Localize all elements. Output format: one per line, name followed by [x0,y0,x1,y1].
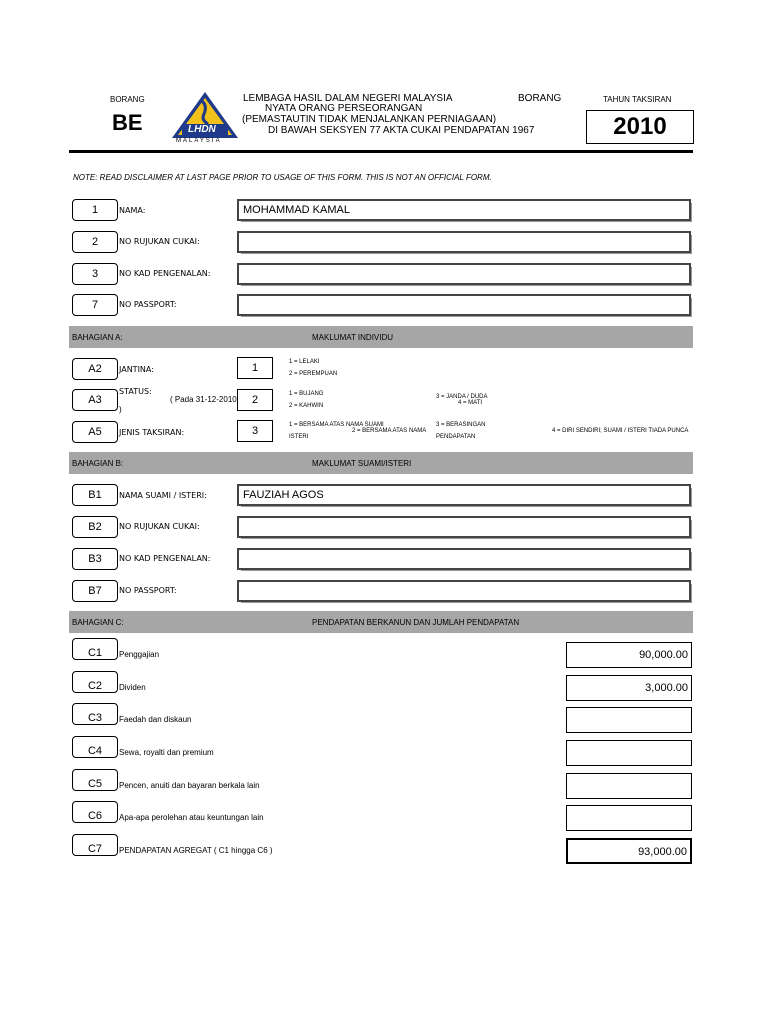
agregat-label: PENDAPATAN AGREGAT ( C1 hingga C6 ) [119,846,273,855]
spouse-passport-label: NO PASSPORT: [119,586,177,595]
nama-label: NAMA: [119,206,146,215]
code-c6: C6 [72,801,118,823]
borang-left-label: BORANG [110,95,145,104]
section-c-left: BAHAGIAN C: [72,618,124,627]
dividen-value[interactable]: 3,000.00 [566,675,692,701]
header-divider [69,150,693,153]
section-c-header [69,611,693,633]
status-field[interactable]: 2 [237,389,273,411]
section-c-title: PENDAPATAN BERKANUN DAN JUMLAH PENDAPATAN [312,618,520,627]
lhdn-logo [170,88,240,146]
sewa-value[interactable] [566,740,692,766]
nama-field[interactable]: MOHAMMAD KAMAL [237,199,691,221]
faedah-value[interactable] [566,707,692,733]
no-rujukan-field[interactable] [237,231,691,253]
perolehan-label: Apa-apa perolehan atau keuntungan lain [119,813,264,822]
no-passport-field[interactable] [237,294,691,316]
borang-right-label: BORANG [518,93,562,104]
section-a-title: MAKLUMAT INDIVIDU [312,333,394,342]
spouse-rujukan-field[interactable] [237,516,691,538]
code-b3: B3 [72,548,118,570]
title-line2: NYATA ORANG PERSEORANGAN [265,103,423,114]
taksiran-opt3b: PENDAPATAN [436,434,476,440]
section-a-header [69,326,693,348]
section-b-title: MAKLUMAT SUAMI/ISTERI [312,459,412,468]
status-pada: ( Pada 31-12-2010 [170,395,237,404]
spouse-passport-field[interactable] [237,580,691,602]
taksiran-opt1a: 1 = BERSAMA ATAS NAMA SUAMI [289,422,384,428]
jantina-opt1: 1 = LELAKI [289,359,320,365]
nama-suami-field[interactable]: FAUZIAH AGOS [237,484,691,506]
spouse-rujukan-label: NO RUJUKAN CUKAI: [119,522,200,531]
code-c4: C4 [72,736,118,758]
pencen-label: Pencen, anuiti dan bayaran berkala lain [119,781,260,790]
title-line3: (PEMASTAUTIN TIDAK MENJALANKAN PERNIAGAAN) [242,114,497,125]
jantina-label: JANTINA: [119,365,154,374]
penggajian-value[interactable]: 90,000.00 [566,642,692,668]
no-kp-field[interactable] [237,263,691,285]
status-opt3: 3 = JANDA / DUDA [436,394,488,400]
no-passport-label: NO PASSPORT: [119,300,177,309]
faedah-label: Faedah dan diskaun [119,715,192,724]
code-a2: A2 [72,358,118,380]
section-a-left: BAHAGIAN A: [72,333,123,342]
taksiran-opt3a: 3 = BERASINGAN [436,422,486,428]
code-7: 7 [72,294,118,316]
code-2: 2 [72,231,118,253]
section-b-left: BAHAGIAN B: [72,459,124,468]
code-c1: C1 [72,638,118,660]
code-b1: B1 [72,484,118,506]
agregat-value[interactable]: 93,000.00 [566,838,692,864]
title-line4: DI BAWAH SEKSYEN 77 AKTA CUKAI PENDAPATAN 1967 [268,125,535,136]
code-b7: B7 [72,580,118,602]
status-opt4: 4 = MATI [458,400,483,406]
spouse-kp-label: NO KAD PENGENALAN: [119,554,211,563]
jenis-taksiran-field[interactable]: 3 [237,420,273,442]
code-a5: A5 [72,421,118,443]
status-opt1: 1 = BUJANG [289,391,324,397]
jantina-opt2: 2 = PEREMPUAN [289,371,338,377]
logo-text: LHDN [188,124,216,135]
dividen-label: Dividen [119,683,146,692]
taksiran-opt1b: ISTERI [289,434,309,440]
code-b2: B2 [72,516,118,538]
code-c5: C5 [72,769,118,791]
jenis-taksiran-label: JENIS TAKSIRAN: [119,428,185,437]
tahun-value[interactable]: 2010 [586,110,694,144]
section-b-header [69,452,693,474]
tahun-label: TAHUN TAKSIRAN [603,95,672,104]
nama-suami-label: NAMA SUAMI / ISTERI: [119,491,207,500]
penggajian-label: Penggajian [119,650,160,659]
sewa-label: Sewa, royalti dan premium [119,748,214,757]
taksiran-opt2: 2 = BERSAMA ATAS NAMA [352,428,427,434]
code-3: 3 [72,263,118,285]
no-rujukan-label: NO RUJUKAN CUKAI: [119,237,200,246]
pencen-value[interactable] [566,773,692,799]
code-c7: C7 [72,834,118,856]
taksiran-opt4: 4 = DIRI SENDIRI; SUAMI / ISTERI TIADA PUNCA [552,428,689,434]
jantina-field[interactable]: 1 [237,357,273,379]
no-kp-label: NO KAD PENGENALAN: [119,269,211,278]
code-c2: C2 [72,671,118,693]
form-code: BE [112,110,143,135]
perolehan-value[interactable] [566,805,692,831]
status-opt2: 2 = KAHWIN [289,403,324,409]
code-a3: A3 [72,389,118,411]
status-close: ) [119,405,122,414]
title-line1: LEMBAGA HASIL DALAM NEGERI MALAYSIA [243,93,453,104]
code-1: 1 [72,199,118,221]
code-c3: C3 [72,703,118,725]
spouse-kp-field[interactable] [237,548,691,570]
status-label: STATUS: [119,387,152,396]
disclaimer-note: NOTE: READ DISCLAIMER AT LAST PAGE PRIOR TO USAGE OF THIS FORM. THIS IS NOT AN OFFICIAL FORM. [73,173,492,182]
logo-country: MALAYSIA [176,138,222,144]
